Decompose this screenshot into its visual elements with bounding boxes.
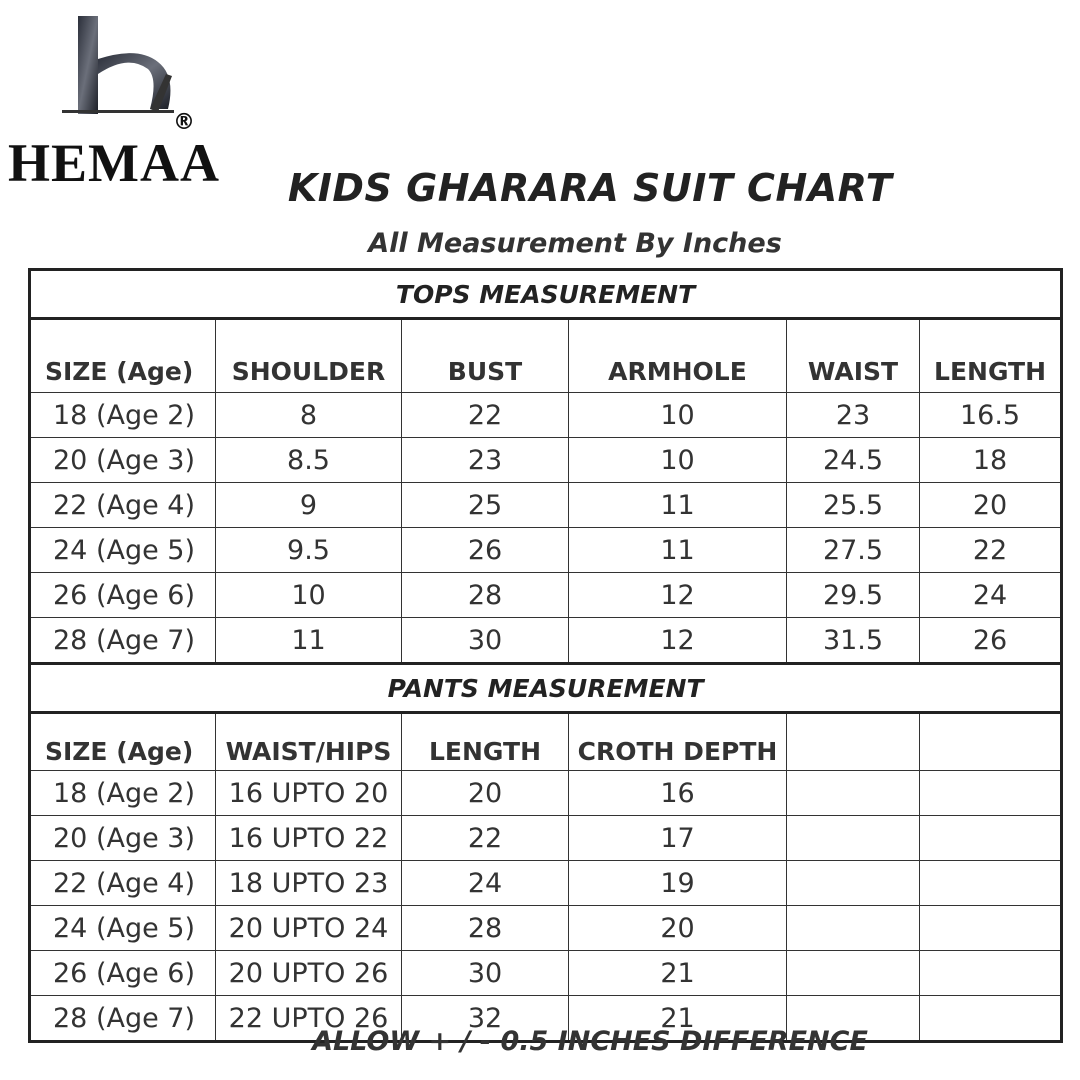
table-cell: 24 — [402, 861, 569, 906]
table-cell: 24 (Age 5) — [30, 528, 216, 573]
table-cell: 20 — [569, 906, 787, 951]
table-cell: 18 — [920, 438, 1062, 483]
table-cell: 17 — [569, 816, 787, 861]
column-header — [920, 713, 1062, 771]
table-cell: 18 UPTO 23 — [216, 861, 402, 906]
table-row — [30, 393, 1062, 438]
table-cell: 11 — [569, 483, 787, 528]
table-cell: 25 — [402, 483, 569, 528]
table-cell — [787, 951, 920, 996]
table-row — [30, 906, 1062, 951]
column-header: WAIST — [787, 319, 920, 393]
column-header: WAIST/HIPS — [216, 713, 402, 771]
table-cell: 8 — [216, 393, 402, 438]
size-chart-table — [28, 268, 1063, 1043]
page-title: KIDS GHARARA SUIT CHART — [287, 166, 893, 210]
pants-header-row — [30, 713, 1062, 771]
table-cell: 10 — [569, 393, 787, 438]
table-cell — [920, 951, 1062, 996]
table-cell: 31.5 — [787, 618, 920, 664]
table-cell: 20 (Age 3) — [30, 816, 216, 861]
table-cell: 26 (Age 6) — [30, 573, 216, 618]
table-cell — [920, 816, 1062, 861]
table-cell: 8.5 — [216, 438, 402, 483]
table-cell: 20 (Age 3) — [30, 438, 216, 483]
table-cell: 11 — [569, 528, 787, 573]
table-cell — [787, 816, 920, 861]
column-header: BUST — [402, 319, 569, 393]
table-cell: 28 (Age 7) — [30, 996, 216, 1042]
table-cell: 20 — [402, 771, 569, 816]
table-cell: 30 — [402, 951, 569, 996]
table-cell: 16 UPTO 20 — [216, 771, 402, 816]
table-row — [30, 483, 1062, 528]
table-cell: 20 — [920, 483, 1062, 528]
table-cell: 20 UPTO 24 — [216, 906, 402, 951]
tops-header-row — [30, 319, 1062, 393]
table-cell: 23 — [787, 393, 920, 438]
table-cell: 24.5 — [787, 438, 920, 483]
table-cell — [920, 861, 1062, 906]
table-row — [30, 618, 1062, 664]
table-row — [30, 861, 1062, 906]
column-header: SIZE (Age) — [30, 319, 216, 393]
table-cell: 18 (Age 2) — [30, 771, 216, 816]
pants-section-row — [30, 664, 1062, 713]
table-cell: 24 — [920, 573, 1062, 618]
table-cell: 26 — [402, 528, 569, 573]
table-cell: 27.5 — [787, 528, 920, 573]
table-cell: 12 — [569, 573, 787, 618]
column-header: SHOULDER — [216, 319, 402, 393]
table-cell: 30 — [402, 618, 569, 664]
table-cell: 19 — [569, 861, 787, 906]
table-cell — [787, 906, 920, 951]
table-cell: 22 — [920, 528, 1062, 573]
table-cell — [787, 861, 920, 906]
tolerance-note: ALLOW + / - 0.5 INCHES DIFFERENCE — [312, 1026, 868, 1057]
table-cell: 11 — [216, 618, 402, 664]
table-row — [30, 438, 1062, 483]
table-row — [30, 951, 1062, 996]
column-header: LENGTH — [920, 319, 1062, 393]
table-cell: 25.5 — [787, 483, 920, 528]
table-cell: 10 — [216, 573, 402, 618]
table-row — [30, 816, 1062, 861]
table-cell: 22 (Age 4) — [30, 861, 216, 906]
table-row — [30, 771, 1062, 816]
column-header — [787, 713, 920, 771]
table-cell: 28 — [402, 906, 569, 951]
brand-name: HEMAA — [8, 133, 220, 193]
table-cell: 9 — [216, 483, 402, 528]
table-cell: 10 — [569, 438, 787, 483]
table-cell: 24 (Age 5) — [30, 906, 216, 951]
table-cell — [787, 771, 920, 816]
table-cell: 32 — [402, 996, 569, 1042]
table-cell: 12 — [569, 618, 787, 664]
column-header: LENGTH — [402, 713, 569, 771]
table-cell — [920, 906, 1062, 951]
table-cell: 23 — [402, 438, 569, 483]
brand-logo — [8, 14, 248, 193]
tops-section-row — [30, 270, 1062, 319]
table-cell: 26 — [920, 618, 1062, 664]
tops-section-title: TOPS MEASUREMENT — [30, 270, 1062, 319]
hemaa-monogram-icon — [58, 14, 198, 124]
table-cell: 22 — [402, 816, 569, 861]
table-cell: 20 UPTO 26 — [216, 951, 402, 996]
table-cell: 21 — [569, 951, 787, 996]
table-cell: 18 (Age 2) — [30, 393, 216, 438]
pants-section-title: PANTS MEASUREMENT — [30, 664, 1062, 713]
column-header: CROTH DEPTH — [569, 713, 787, 771]
column-header: SIZE (Age) — [30, 713, 216, 771]
column-header: ARMHOLE — [569, 319, 787, 393]
table-cell: 22 — [402, 393, 569, 438]
table-cell: 26 (Age 6) — [30, 951, 216, 996]
table-cell: 21 — [569, 996, 787, 1042]
table-row — [30, 573, 1062, 618]
table-cell: 22 (Age 4) — [30, 483, 216, 528]
table-cell: 16.5 — [920, 393, 1062, 438]
table-cell: 16 — [569, 771, 787, 816]
table-cell: 16 UPTO 22 — [216, 816, 402, 861]
table-cell: 28 (Age 7) — [30, 618, 216, 664]
table-cell: 9.5 — [216, 528, 402, 573]
table-row — [30, 528, 1062, 573]
page-subtitle: All Measurement By Inches — [368, 228, 782, 259]
table-cell: 29.5 — [787, 573, 920, 618]
table-cell: 22 UPTO 26 — [216, 996, 402, 1042]
table-cell: 28 — [402, 573, 569, 618]
table-cell — [920, 771, 1062, 816]
registered-mark: ® — [173, 110, 195, 135]
